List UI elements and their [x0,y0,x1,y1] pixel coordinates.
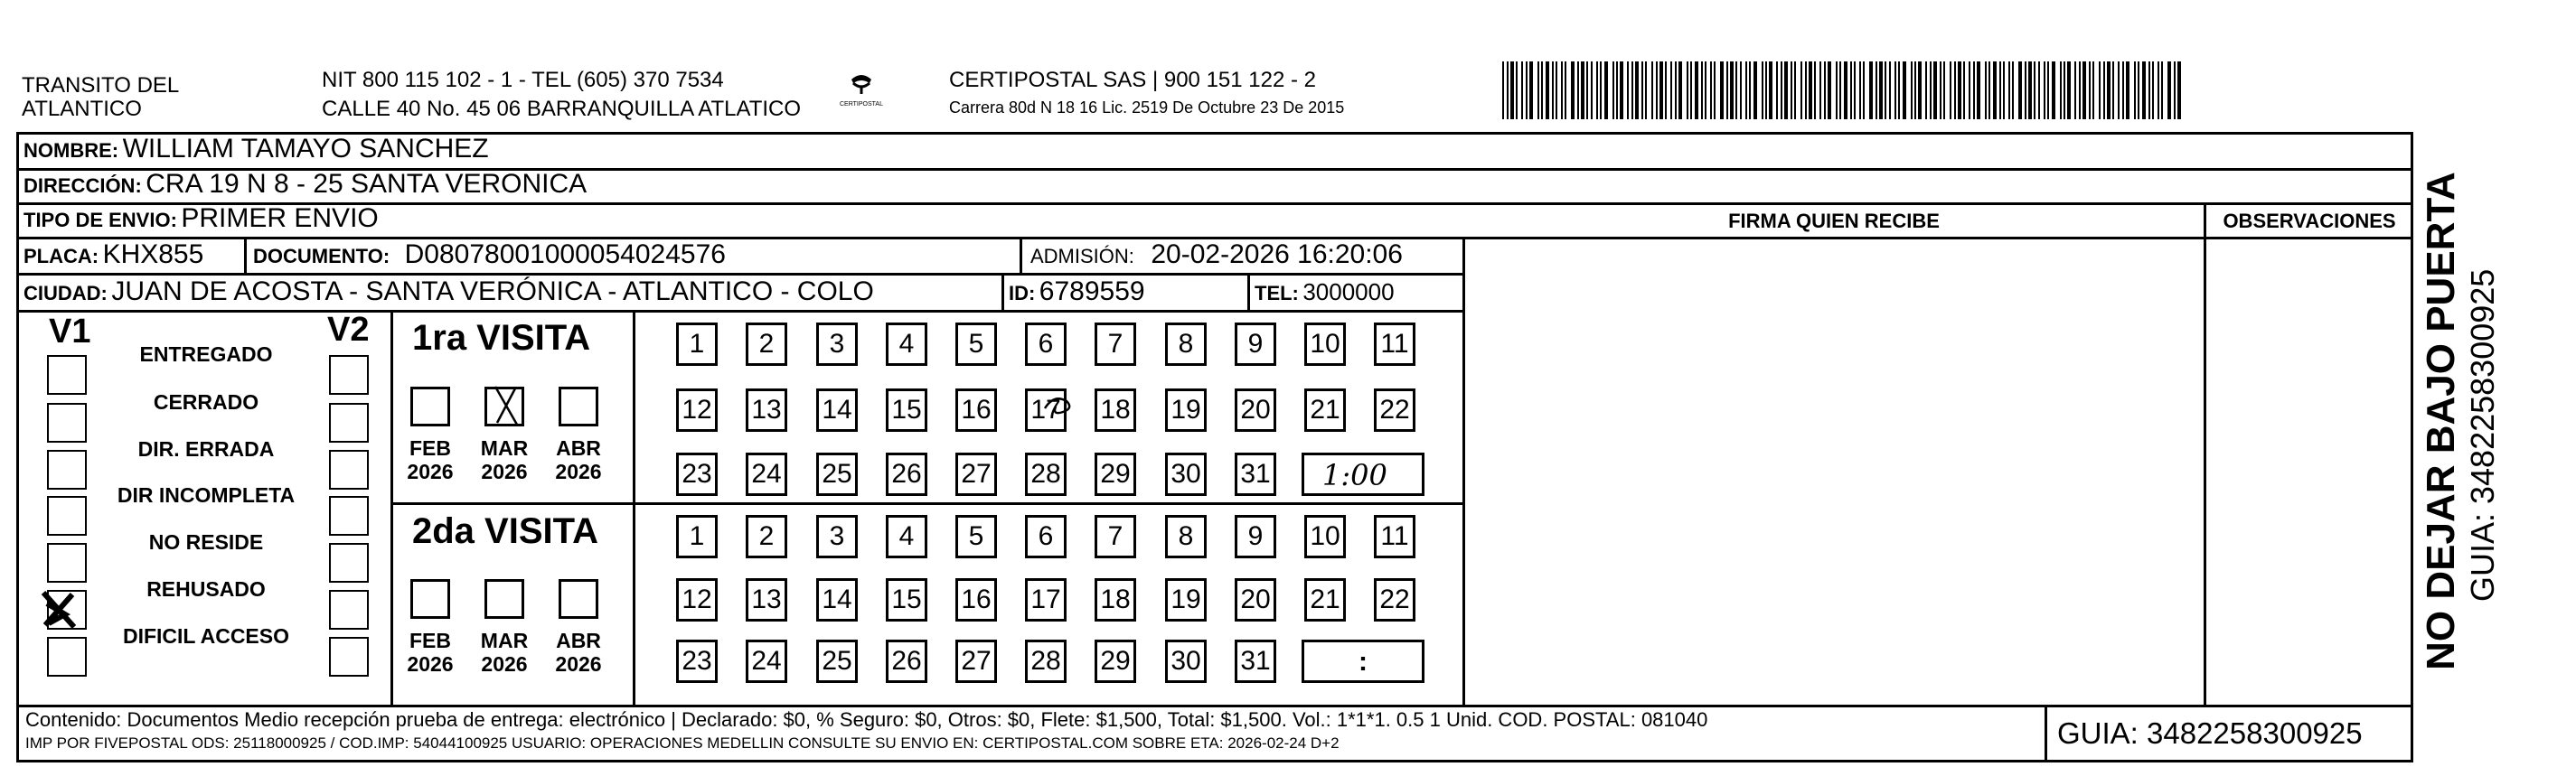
month-year: 2026 [481,652,528,676]
documento-label: DOCUMENTO: [253,245,390,267]
admision-value: 20-02-2026 16:20:06 [1151,239,1403,269]
ciudad-label: CIUDAD: [24,282,108,304]
visit2-month-checkbox[interactable] [410,579,450,619]
month-year: 2026 [407,460,454,483]
visit2-day-box[interactable]: 15 [886,578,927,622]
admision-field [1030,239,1403,270]
visit2-month-label [403,629,457,676]
visit1-day-box[interactable]: 25 [816,453,858,496]
logo-text: CERTIPOSTAL [840,101,883,108]
visit1-day-box[interactable]: 11 [1374,323,1415,366]
visit2-day-box[interactable]: 6 [1025,515,1067,558]
visit1-day-box[interactable]: 7 [1095,323,1136,366]
visit2-day-box[interactable]: 18 [1095,578,1136,622]
visit2-day-box[interactable]: 12 [676,578,718,622]
visit2-day-box[interactable]: 29 [1095,640,1136,683]
visit2-day-box[interactable]: 19 [1165,578,1207,622]
visit2-day-box[interactable]: 4 [886,515,927,558]
visit2-day-box[interactable]: 9 [1235,515,1276,558]
visit1-month-checkbox[interactable] [559,387,598,426]
visit1-day-box[interactable]: 14 [816,388,858,432]
v2-status-checkbox[interactable] [329,355,369,395]
visit1-day-box[interactable]: 20 [1235,388,1276,432]
side-warning: NO DEJAR BAJO PUERTA [2419,172,2463,670]
visit2-day-box[interactable]: 22 [1374,578,1415,622]
tipo-envio-value: PRIMER ENVIO [181,203,379,233]
visit1-day-box[interactable]: 29 [1095,453,1136,496]
visit2-day-box[interactable]: 7 [1095,515,1136,558]
month-name: MAR [480,629,529,652]
license-line: Carrera 80d N 18 16 Lic. 2519 De Octubre 23 De 2015 [949,98,1345,117]
month-name: FEB [409,436,451,460]
visit1-day-box[interactable]: 13 [746,388,787,432]
visit2-day-box[interactable]: 20 [1235,578,1276,622]
visit1-month-label [403,436,457,483]
v1-status-checkbox[interactable] [47,403,87,443]
v1-status-checkbox[interactable] [47,543,87,583]
visit2-day-box[interactable]: 25 [816,640,858,683]
visit2-month-label [551,629,606,676]
month-year: 2026 [481,460,528,483]
documento-field [253,239,726,270]
v1-status-checkbox[interactable] [47,450,87,490]
visit1-day-box[interactable]: 1 [676,323,718,366]
direccion-label: DIRECCIÓN: [24,174,142,197]
ciudad-field [24,276,874,307]
status-label: DIR INCOMPLETA [117,483,296,507]
issuer-name [22,74,179,121]
side-vertical-text [2419,168,2509,674]
courier-info [949,69,1344,117]
status-label: NO RESIDE [148,530,264,554]
barcode-icon [1502,61,2187,119]
visit1-day-box[interactable]: 26 [886,453,927,496]
visit2-day-box[interactable]: 11 [1374,515,1415,558]
tel-label: TEL: [1255,282,1299,304]
visit1-day-box[interactable]: 4 [886,323,927,366]
visit1-day-box[interactable]: 12 [676,388,718,432]
visit1-day-box[interactable]: 31 [1235,453,1276,496]
tipo-envio-label: TIPO DE ENVIO: [24,209,177,231]
nombre-label: NOMBRE: [24,139,119,162]
visit2-day-box[interactable]: 1 [676,515,718,558]
courier-line: CERTIPOSTAL SAS | 900 151 122 - 2 [949,68,1316,92]
tipo-envio-field [24,203,379,234]
visit1-hour-box[interactable] [1302,453,1424,496]
visit2-day-box[interactable]: 24 [746,640,787,683]
visit2-day-box[interactable]: 27 [955,640,997,683]
visit1-day-box[interactable]: 15 [886,388,927,432]
v2-status-checkbox[interactable] [329,590,369,630]
visit1-month-label [551,436,606,483]
visit2-day-box[interactable]: 31 [1235,640,1276,683]
visit2-day-box[interactable]: 13 [746,578,787,622]
month-name: ABR [556,629,601,652]
visit2-month-checkbox[interactable] [484,579,524,619]
visit2-day-box[interactable]: 16 [955,578,997,622]
ciudad-value: JUAN DE ACOSTA - SANTA VERÓNICA - ATLANTICO - COLO [111,276,874,306]
nombre-value: WILLIAM TAMAYO SANCHEZ [122,134,489,164]
mar-handwritten-mark [488,383,524,428]
month-name: MAR [480,436,529,460]
day17-handwritten-mark [1038,388,1079,430]
address-line: CALLE 40 No. 45 06 BARRANQUILLA ATLATICO [322,97,802,121]
visit1-day-box[interactable]: 22 [1374,388,1415,432]
v2-status-checkbox[interactable] [329,543,369,583]
documento-value: D08078001000054024576 [404,239,726,269]
visit1-day-box[interactable]: 3 [816,323,858,366]
month-year: 2026 [407,652,454,676]
visit1-day-box[interactable]: 10 [1304,323,1346,366]
v2-status-checkbox[interactable] [329,403,369,443]
id-label: ID: [1009,282,1036,304]
visit1-day-box[interactable]: 16 [955,388,997,432]
visit1-day-box[interactable]: 18 [1095,388,1136,432]
visit2-day-box[interactable]: 8 [1165,515,1207,558]
firma-header: FIRMA QUIEN RECIBE [1728,210,1940,232]
id-field [1009,276,1145,307]
certipostal-logo-icon [830,70,893,117]
placa-value: KHX855 [102,239,204,269]
visit2-day-box[interactable]: 2 [746,515,787,558]
visit1-month-checkbox[interactable] [410,387,450,426]
visit1-month-label [477,436,531,483]
visit2-hour-box[interactable] [1302,640,1424,683]
visit2-day-box[interactable]: 23 [676,640,718,683]
visit2-day-box[interactable]: 10 [1304,515,1346,558]
visit2-day-box[interactable]: 26 [886,640,927,683]
issuer-contact [322,69,801,121]
visit1-day-box[interactable]: 17 [1025,388,1067,432]
visit1-day-box[interactable]: 28 [1025,453,1067,496]
visit2-day-box[interactable]: 17 [1025,578,1067,622]
v1-status-checkbox[interactable] [47,355,87,395]
visit1-day-box[interactable]: 9 [1235,323,1276,366]
time-separator: : [1359,647,1368,677]
direccion-field [24,169,587,200]
nit-line: NIT 800 115 102 - 1 - TEL (605) 370 7534 [322,68,724,92]
status-label: CERRADO [153,390,259,414]
status-label: REHUSADO [146,577,266,601]
visit1-day-box[interactable]: 21 [1304,388,1346,432]
footer-contenido: Contenido: Documentos Medio recepción prueba de entrega: electrónico | Declarado: $0, % Seguro: $0, Otros: $0, Flete: $1,500, Total: $1,500. Vol.: 1*1*1. 0.5 1 Unid. COD. POSTAL: 081040 [25,708,1708,731]
visit2-day-box[interactable]: 3 [816,515,858,558]
visit2-day-box[interactable]: 30 [1165,640,1207,683]
footer-imp: IMP POR FIVEPOSTAL ODS: 25118000925 / COD.IMP: 54044100925 USUARIO: OPERACIONES MEDELLIN CONSULTE SU ENVIO EN: CERTIPOSTAL.COM SOBRE ETA: 2026-02-24 D+2 [25,734,1340,752]
v1-label: V1 [49,313,91,351]
v1-status-checkbox[interactable] [47,637,87,677]
v2-status-checkbox[interactable] [329,450,369,490]
tel-field [1255,278,1395,306]
status-label: ENTREGADO [139,342,273,366]
status-label: DIFICIL ACCESO [122,624,289,648]
visit2-title: 2da VISITA [412,511,598,551]
status-label: DIR. ERRADA [137,437,275,461]
month-name: FEB [409,629,451,652]
visit1-day-box[interactable]: 19 [1165,388,1207,432]
issuer-line2: ATLANTICO [22,97,142,121]
side-guia: GUIA: 3482258300925 [2464,268,2501,602]
issuer-line1: TRANSITO DEL [22,73,180,98]
visit1-day-box[interactable]: 6 [1025,323,1067,366]
placa-field [24,239,203,270]
tel-value: 3000000 [1302,278,1395,305]
visit2-day-box[interactable]: 14 [816,578,858,622]
visit1-day-box[interactable]: 30 [1165,453,1207,496]
placa-label: PLACA: [24,245,99,267]
visit1-day-box[interactable]: 8 [1165,323,1207,366]
visit2-day-box[interactable]: 21 [1304,578,1346,622]
month-year: 2026 [555,652,602,676]
visit1-day-box[interactable]: 2 [746,323,787,366]
direccion-value: CRA 19 N 8 - 25 SANTA VERONICA [146,169,588,199]
admision-label: ADMISIÓN: [1030,245,1134,267]
hour-note: 1:00 [1322,458,1387,492]
month-year: 2026 [555,460,602,483]
v2-status-checkbox[interactable] [329,637,369,677]
footer-guia: GUIA: 3482258300925 [2057,716,2363,750]
visit1-day-box[interactable]: 23 [676,453,718,496]
visit2-month-label [477,629,531,676]
visit2-day-box[interactable]: 5 [955,515,997,558]
id-value: 6789559 [1039,276,1145,306]
nombre-field [24,134,489,164]
visit1-day-box[interactable]: 5 [955,323,997,366]
visit2-month-checkbox[interactable] [559,579,598,619]
v1-status-checkbox[interactable] [47,496,87,536]
visit1-day-box[interactable]: 24 [746,453,787,496]
v2-status-checkbox[interactable] [329,496,369,536]
rehusado-handwritten-mark [38,587,83,636]
visit1-day-box[interactable]: 27 [955,453,997,496]
observaciones-header: OBSERVACIONES [2223,210,2396,232]
visit2-day-box[interactable]: 28 [1025,640,1067,683]
visit1-title: 1ra VISITA [412,318,591,358]
month-name: ABR [556,436,601,460]
v2-label: V2 [327,311,370,349]
